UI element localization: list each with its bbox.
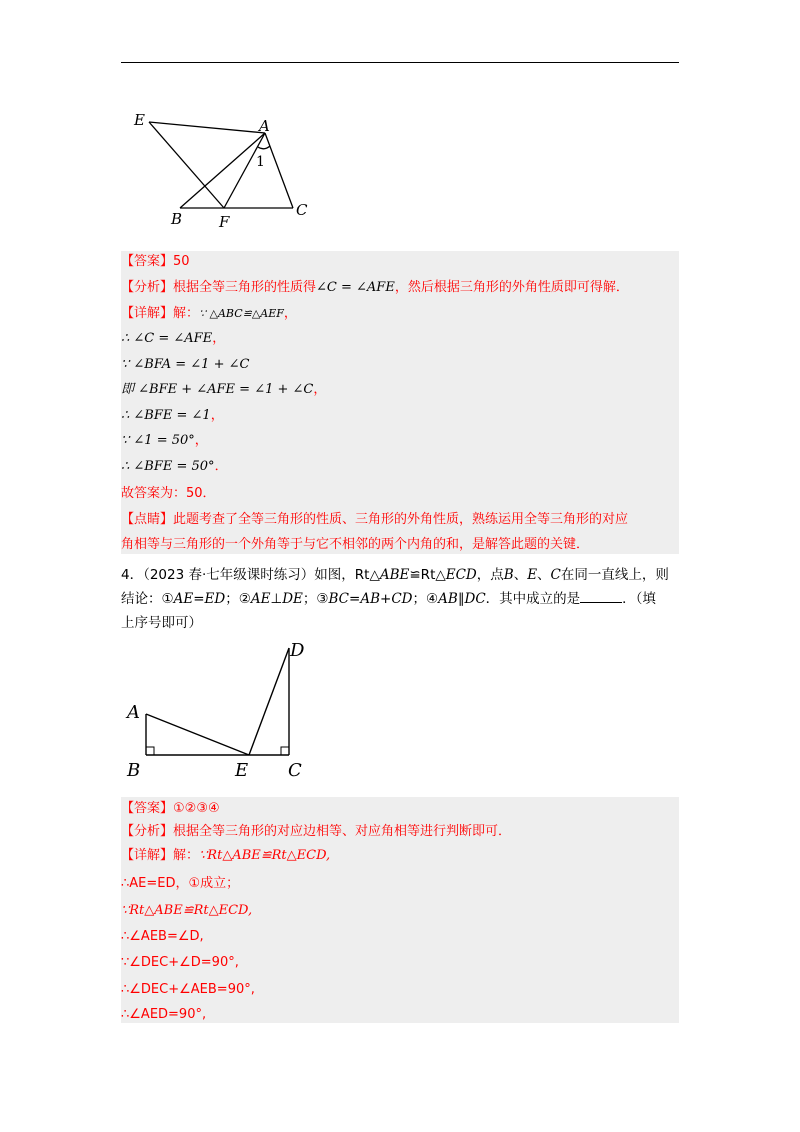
detail-text: 解：	[173, 306, 200, 321]
right-angle-c	[281, 747, 289, 755]
step-line	[121, 357, 249, 373]
solution-block-2	[121, 797, 679, 1023]
answer-tag: 【答案】	[121, 254, 174, 269]
angle-1-arc	[258, 146, 270, 149]
label-d: D	[290, 640, 305, 661]
answer-value: ①②③④	[173, 801, 220, 816]
analysis-line	[121, 280, 629, 296]
step-line	[121, 1007, 206, 1023]
analysis-math: ∠C = ∠AFE	[316, 280, 395, 295]
detail-tag: 【详解】	[121, 848, 174, 863]
analysis-text-a: 根据全等三角形的性质得	[173, 280, 317, 295]
answer-line	[121, 254, 190, 270]
q-text: 、	[513, 567, 528, 583]
q-math: ED	[204, 591, 226, 607]
step-math: ∴ ∠BFE = ∠1	[121, 408, 211, 423]
analysis-tag: 【分析】	[121, 824, 174, 839]
answer-blank	[580, 590, 622, 603]
q-text: =	[349, 591, 361, 607]
step-text: ∴∠AED=90°,	[121, 1007, 207, 1022]
step-line: ∴ ∠BFE = 50°．	[121, 459, 228, 474]
question-4-line-2	[121, 590, 656, 608]
detail-math: ∵Rt△ABE≌Rt△ECD,	[199, 848, 331, 863]
q-text: 、	[537, 567, 551, 583]
step-math: ∵ ∠1 = 50°	[121, 433, 195, 448]
label-e: E	[235, 760, 249, 781]
q-math: E	[527, 567, 538, 583]
step-line	[121, 982, 255, 998]
q-text: +	[380, 591, 392, 607]
q-math: CD	[391, 591, 413, 607]
solution-block-1	[121, 251, 679, 554]
segment-ac	[265, 133, 293, 208]
q-math: AB	[360, 591, 380, 607]
comment-line-1	[121, 512, 628, 528]
step-math: ∵Rt△ABE≌Rt△ECD,	[121, 903, 253, 918]
q-math: DE	[282, 591, 303, 607]
figure-1	[125, 108, 325, 230]
answer-line	[121, 801, 220, 817]
q-text: 结论：①	[121, 591, 174, 607]
analysis-line	[121, 824, 511, 840]
q-text: ，点	[476, 567, 504, 583]
segment-ae	[146, 714, 249, 755]
step-line: ∴ ∠C = ∠AFE，	[121, 331, 226, 346]
detail-tag: 【详解】	[121, 306, 174, 321]
analysis-tag: 【分析】	[121, 280, 174, 295]
q-math: AE	[250, 591, 271, 607]
step-line: 即 ∠BFE + ∠AFE = ∠1 + ∠C，	[121, 382, 327, 397]
q-text: =	[193, 591, 205, 607]
detail-line: 【详解】解：∵ △ABC≌△AEF，	[121, 306, 297, 321]
label-b: B	[171, 210, 183, 228]
comment-text-1: 此题考查了全等三角形的性质、三角形的外角性质，熟练运用全等三角形的对应	[173, 512, 629, 527]
q-text: ∥	[457, 591, 465, 607]
q-math: ECD	[445, 567, 477, 583]
final-answer: 故答案为：50．	[121, 486, 216, 501]
step-line	[121, 929, 204, 945]
right-angle-b	[146, 747, 154, 755]
q-math: AE	[173, 591, 194, 607]
analysis-text: 根据全等三角形的对应边相等、对应角相等进行判断即可．	[173, 824, 512, 839]
comment-line-2: 角相等与三角形的一个外角等于与它不相邻的两个内角的和，是解答此题的关键．	[121, 537, 590, 552]
label-e: E	[134, 111, 145, 129]
q-math: C	[550, 567, 561, 583]
q-text: ；④	[412, 591, 439, 607]
step-line: ∴ ∠BFE = ∠1，	[121, 408, 224, 423]
label-b: B	[127, 760, 141, 781]
answer-value: 50	[173, 254, 190, 269]
q-text: ．其中成立的是	[485, 591, 581, 607]
question-4-line-3: 上序号即可）	[121, 615, 202, 631]
q-math: AB	[438, 591, 458, 607]
label-c: C	[296, 201, 308, 219]
detail-line	[121, 848, 330, 864]
segment-ea	[149, 122, 265, 133]
detail-math: ∵ △ABC≌△AEF	[199, 307, 284, 320]
label-c: C	[288, 760, 302, 781]
q-math: BC	[328, 591, 350, 607]
question-4-line-1	[121, 566, 669, 584]
step-line	[121, 955, 239, 971]
segment-ed	[249, 648, 289, 755]
step-math: ∴ ∠C = ∠AFE	[121, 331, 213, 346]
analysis-text-b: ，然后根据三角形的外角性质即可得解．	[394, 280, 629, 295]
segment-af	[224, 133, 265, 208]
q-text: ；③	[302, 591, 329, 607]
step-line	[121, 903, 252, 919]
step-line	[121, 876, 239, 892]
step-text: ∵∠DEC+∠D=90°,	[121, 955, 239, 970]
q-math: ABE	[379, 567, 410, 583]
q-text: ≌Rt△	[409, 567, 446, 583]
q-text: 4．（2023 春·七年级课时练习）如图，Rt△	[121, 567, 380, 583]
step-text: ∴∠AEB=∠D,	[121, 929, 204, 944]
q-text: ．（填	[622, 591, 656, 607]
label-f: F	[219, 213, 230, 230]
step-text: ∴∠DEC+∠AEB=90°,	[121, 982, 255, 997]
step-math: 即 ∠BFE + ∠AFE = ∠1 + ∠C	[121, 382, 314, 397]
step-math: ∵ ∠BFA = ∠1 + ∠C	[121, 357, 250, 372]
header-rule	[121, 62, 679, 63]
label-a: A	[127, 702, 140, 723]
label-a: A	[259, 117, 270, 135]
step-text: ∴AE=ED，①成立；	[121, 876, 240, 891]
q-math: DC	[464, 591, 486, 607]
q-text: 在同一直线上，则	[560, 567, 669, 583]
q-text: ⊥	[270, 591, 283, 607]
q-text: ；②	[225, 591, 251, 607]
comment-tag: 【点睛】	[121, 512, 174, 527]
label-angle-1: 1	[256, 154, 265, 170]
step-math: ∴ ∠BFE = 50°	[121, 459, 215, 474]
segment-ef	[149, 122, 224, 208]
answer-tag: 【答案】	[121, 801, 174, 816]
q-math: B	[503, 567, 514, 583]
detail-text: 解：	[173, 848, 200, 863]
figure-2	[122, 638, 322, 783]
step-line: ∵ ∠1 = 50°，	[121, 433, 208, 448]
segment-ab	[180, 133, 265, 208]
